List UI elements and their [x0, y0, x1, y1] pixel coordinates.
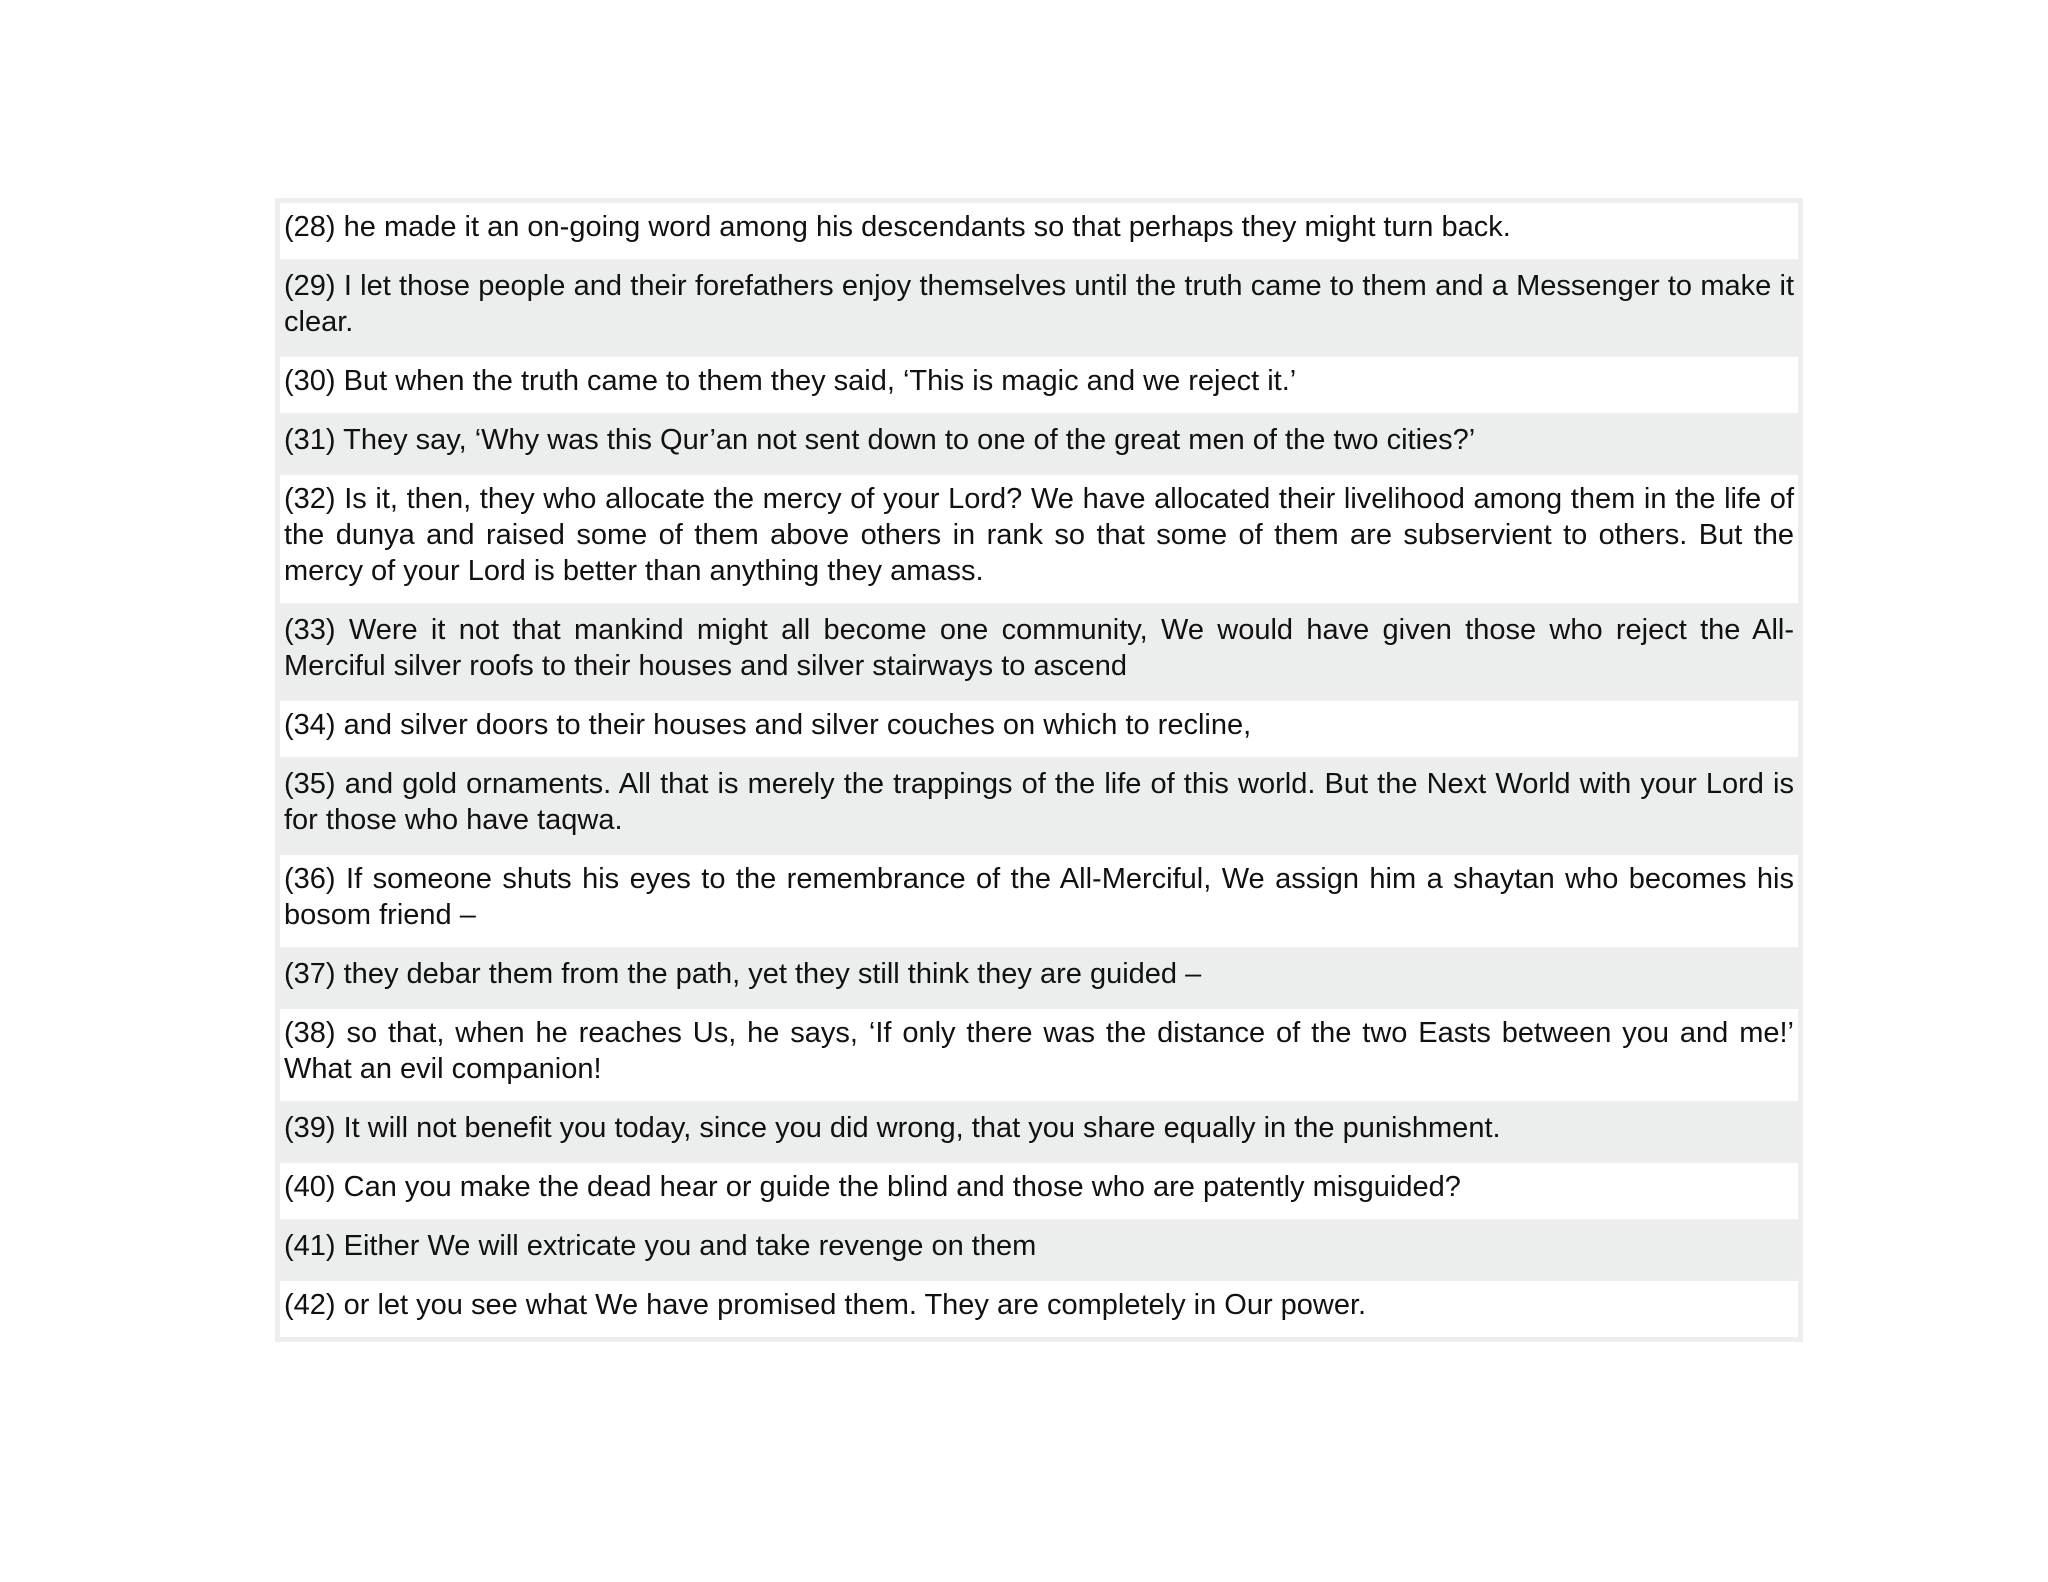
verse-row-35: (35) and gold ornaments. All that is merely the trappings of the life of this world. But the Next World with your Lord is for those who have taqwa.: [280, 760, 1798, 855]
verse-row-34: (34) and silver doors to their houses and silver couches on which to recline,: [280, 701, 1798, 760]
verse-row-31: (31) They say, ‘Why was this Qur’an not sent down to one of the great men of the two cities?’: [280, 416, 1798, 475]
verse-row-41: (41) Either We will extricate you and take revenge on them: [280, 1222, 1798, 1281]
verse-row-40: (40) Can you make the dead hear or guide the blind and those who are patently misguided?: [280, 1163, 1798, 1222]
verse-row-36: (36) If someone shuts his eyes to the remembrance of the All-Merciful, We assign him a shaytan who becomes his bosom friend –: [280, 855, 1798, 950]
verse-row-29: (29) I let those people and their forefathers enjoy themselves until the truth came to them and a Messenger to make it clear.: [280, 262, 1798, 357]
verse-row-37: (37) they debar them from the path, yet they still think they are guided –: [280, 950, 1798, 1009]
verse-row-28: (28) he made it an on-going word among his descendants so that perhaps they might turn back.: [280, 203, 1798, 262]
verse-row-30: (30) But when the truth came to them they said, ‘This is magic and we reject it.’: [280, 357, 1798, 416]
verse-table: [275, 198, 1803, 1342]
verse-row-42: (42) or let you see what We have promised them. They are completely in Our power.: [280, 1281, 1798, 1337]
verse-row-32: (32) Is it, then, they who allocate the mercy of your Lord? We have allocated their livelihood among them in the life of the dunya and raised some of them above others in rank so that some of them are subservient to others. But the mercy of your Lord is better than anything they amass.: [280, 475, 1798, 606]
verse-row-38: (38) so that, when he reaches Us, he says, ‘If only there was the distance of the two Easts between you and me!’ What an evil companion!: [280, 1009, 1798, 1104]
verse-row-33: (33) Were it not that mankind might all become one community, We would have given those who reject the All-Merciful silver roofs to their houses and silver stairways to ascend: [280, 606, 1798, 701]
verse-row-39: (39) It will not benefit you today, since you did wrong, that you share equally in the punishment.: [280, 1104, 1798, 1163]
